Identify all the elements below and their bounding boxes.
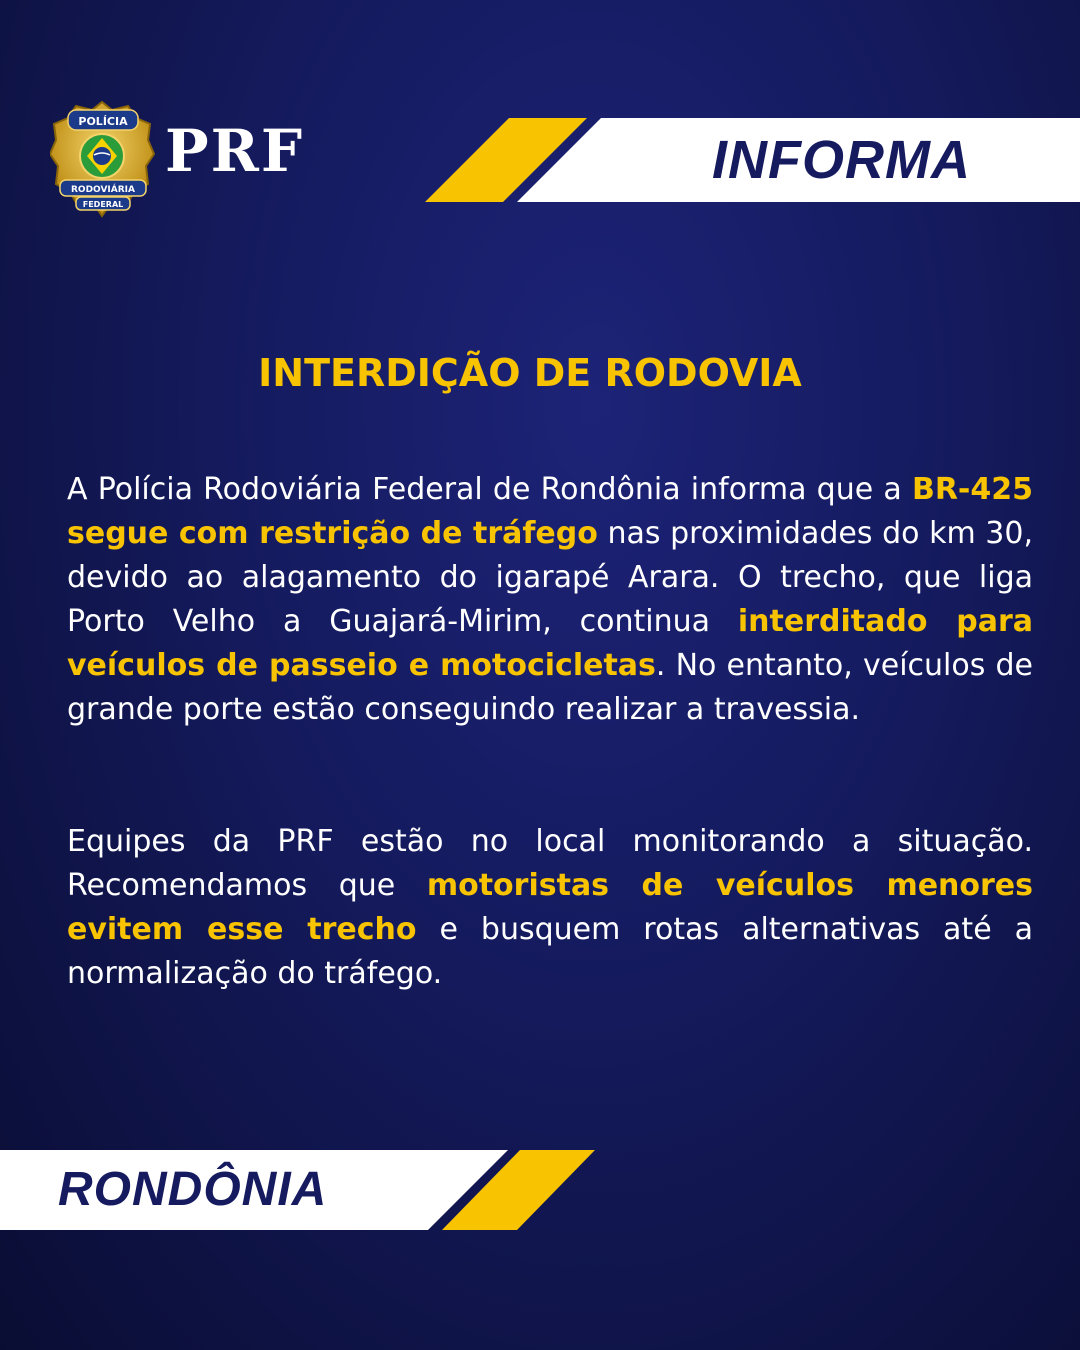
emblem-text-bottom-2: FEDERAL xyxy=(82,200,124,209)
emblem-text-bottom-1: RODOVIÁRIA xyxy=(71,185,135,195)
prf-badge-emblem xyxy=(50,100,155,222)
paragraph-2-segment: Equipes da PRF estão no local monitorando a situação. Recomendamos que xyxy=(67,824,1033,903)
paragraph-1-segment: . No entanto, veículos de grande porte estão conseguindo realizar a travessia. xyxy=(67,648,1034,727)
emblem-text-top: POLÍCIA xyxy=(78,115,128,128)
paragraph-1-highlight: BR-425 segue com restrição de tráfego xyxy=(67,472,1033,551)
top-banner-title: INFORMA xyxy=(712,130,971,190)
paragraph-1-segment: A Polícia Rodoviária Federal de Rondônia informa que a xyxy=(67,472,912,507)
paragraph-1-highlight: interditado para veículos de passeio e motocicletas xyxy=(67,604,1033,683)
bottom-banner-title: RONDÔNIA xyxy=(58,1163,328,1216)
paragraph-1-segment: nas proximidades do km 30, devido ao alagamento do igarapé Arara. O trecho, que liga Porto Velho a Guajará-Mirim, continua xyxy=(67,516,1033,639)
brand-name: PRF xyxy=(165,117,304,185)
body-paragraph-2 xyxy=(67,820,1033,996)
body-paragraph-1 xyxy=(67,468,1033,732)
paragraph-2-highlight: motoristas de veículos menores evitem esse trecho xyxy=(67,868,1034,947)
headline: INTERDIÇÃO DE RODOVIA xyxy=(258,351,802,395)
paragraph-2-segment: e busquem rotas alternativas até a normalização do tráfego. xyxy=(67,912,1033,991)
